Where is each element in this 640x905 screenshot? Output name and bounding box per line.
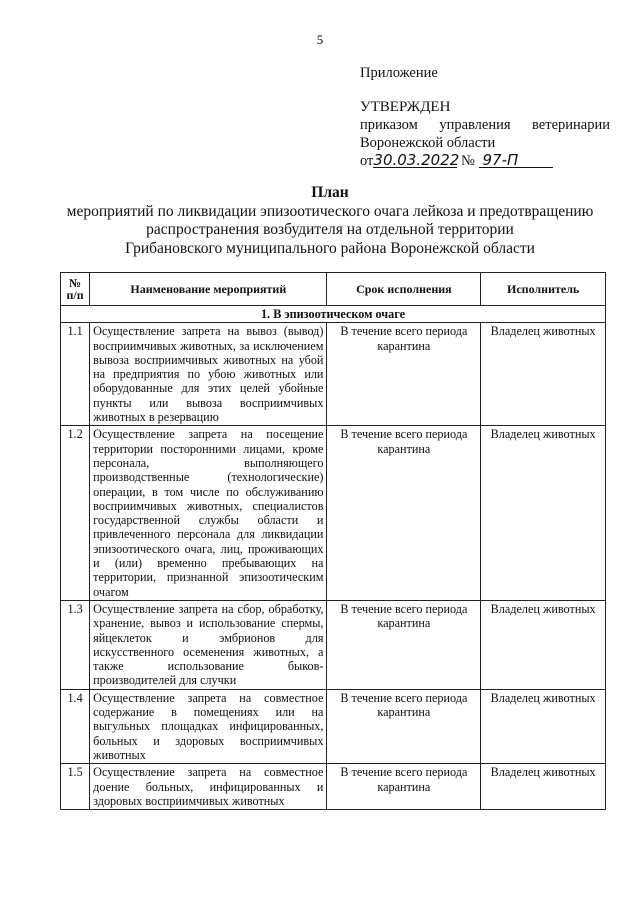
row-executor: Владелец животных: [481, 426, 606, 601]
table-row: [61, 426, 606, 601]
table-row: [61, 600, 606, 689]
table-row: [61, 689, 606, 763]
row-term: В течение всего периода карантина: [327, 426, 481, 601]
number-prefix: №: [461, 153, 475, 169]
row-name: Осуществление запрета на совместное доение больных, инфицированных и здоровых восприимчивых животных: [90, 764, 327, 810]
table-row: [61, 764, 606, 810]
table-row: [61, 323, 606, 426]
handwritten-date: 30.03.2022: [373, 151, 460, 169]
approved-by-line-1: приказом управления ветеринарии: [360, 117, 610, 133]
date-prefix: от: [360, 153, 374, 169]
row-num: 1.4: [61, 689, 90, 763]
header-executor: Исполнитель: [481, 273, 606, 306]
measures-table: [60, 272, 606, 810]
row-executor: Владелец животных: [481, 600, 606, 689]
row-name: Осуществление запрета на совместное содержание в помещениях или на выгульных площадках инфицированных, больных и здоровых восприимчивых животных: [90, 689, 327, 763]
row-term: В течение всего периода карантина: [327, 764, 481, 810]
date-line: [360, 152, 610, 170]
row-num: 1.5: [61, 764, 90, 810]
plan-title-line-1: мероприятий по ликвидации эпизоотического очага лейкоза и предотвращению: [66, 202, 594, 220]
row-num: 1.3: [61, 600, 90, 689]
row-name: Осуществление запрета на сбор, обработку, хранение, вывоз и использование спермы, яйцеклеток и эмбрионов для искусственного осеменения животных, а также использование быков-производителей для случки: [90, 600, 327, 689]
row-name: Осуществление запрета на посещение территории посторонними лицами, кроме персонала, выполняющего производственные (технологические) операции, в том числе по обслуживанию восприимчивых животных, специалистов государственной службы области и привлеченного персонала для ликвидации эпизоотического очага, лиц, проживающих и (или) временно пребывающих на территории, признанной эпизоотическим очагом: [90, 426, 327, 601]
page-number: 5: [316, 32, 324, 47]
plan-title-block: [40, 184, 620, 258]
handwritten-number: 97-П: [479, 153, 553, 168]
header-num: № п/п: [61, 273, 90, 306]
row-executor: Владелец животных: [481, 323, 606, 426]
approved-by-line-2: Воронежской области: [360, 135, 496, 151]
header-name: Наименование мероприятий: [90, 273, 327, 306]
table-header-row: [61, 273, 606, 306]
approval-block: [360, 64, 610, 170]
header-term: Срок исполнения: [327, 273, 481, 306]
row-num: 1.2: [61, 426, 90, 601]
plan-title-line-2: распространения возбудителя на отдельной территории: [146, 221, 514, 238]
row-term: В течение всего периода карантина: [327, 600, 481, 689]
appendix-label: Приложение: [360, 65, 438, 81]
row-term: В течение всего периода карантина: [327, 323, 481, 426]
row-num: 1.1: [61, 323, 90, 426]
section-title: 1. В эпизоотическом очаге: [61, 306, 606, 323]
row-name: Осуществление запрета на вывоз (вывод) восприимчивых животных, за исключением вывоза восприимчивых животных на убой на предприятия по убою животных или оборудованные для этих целей убойные пункты или вывоза восприимчивых животных в резервацию: [90, 323, 327, 426]
row-executor: Владелец животных: [481, 764, 606, 810]
section-row: [61, 306, 606, 323]
plan-heading: План: [311, 184, 349, 201]
plan-title-line-3: Грибановского муниципального района Воронежской области: [125, 239, 535, 257]
row-executor: Владелец животных: [481, 689, 606, 763]
approved-label: УТВЕРЖДЕН: [360, 99, 451, 115]
row-term: В течение всего периода карантина: [327, 689, 481, 763]
